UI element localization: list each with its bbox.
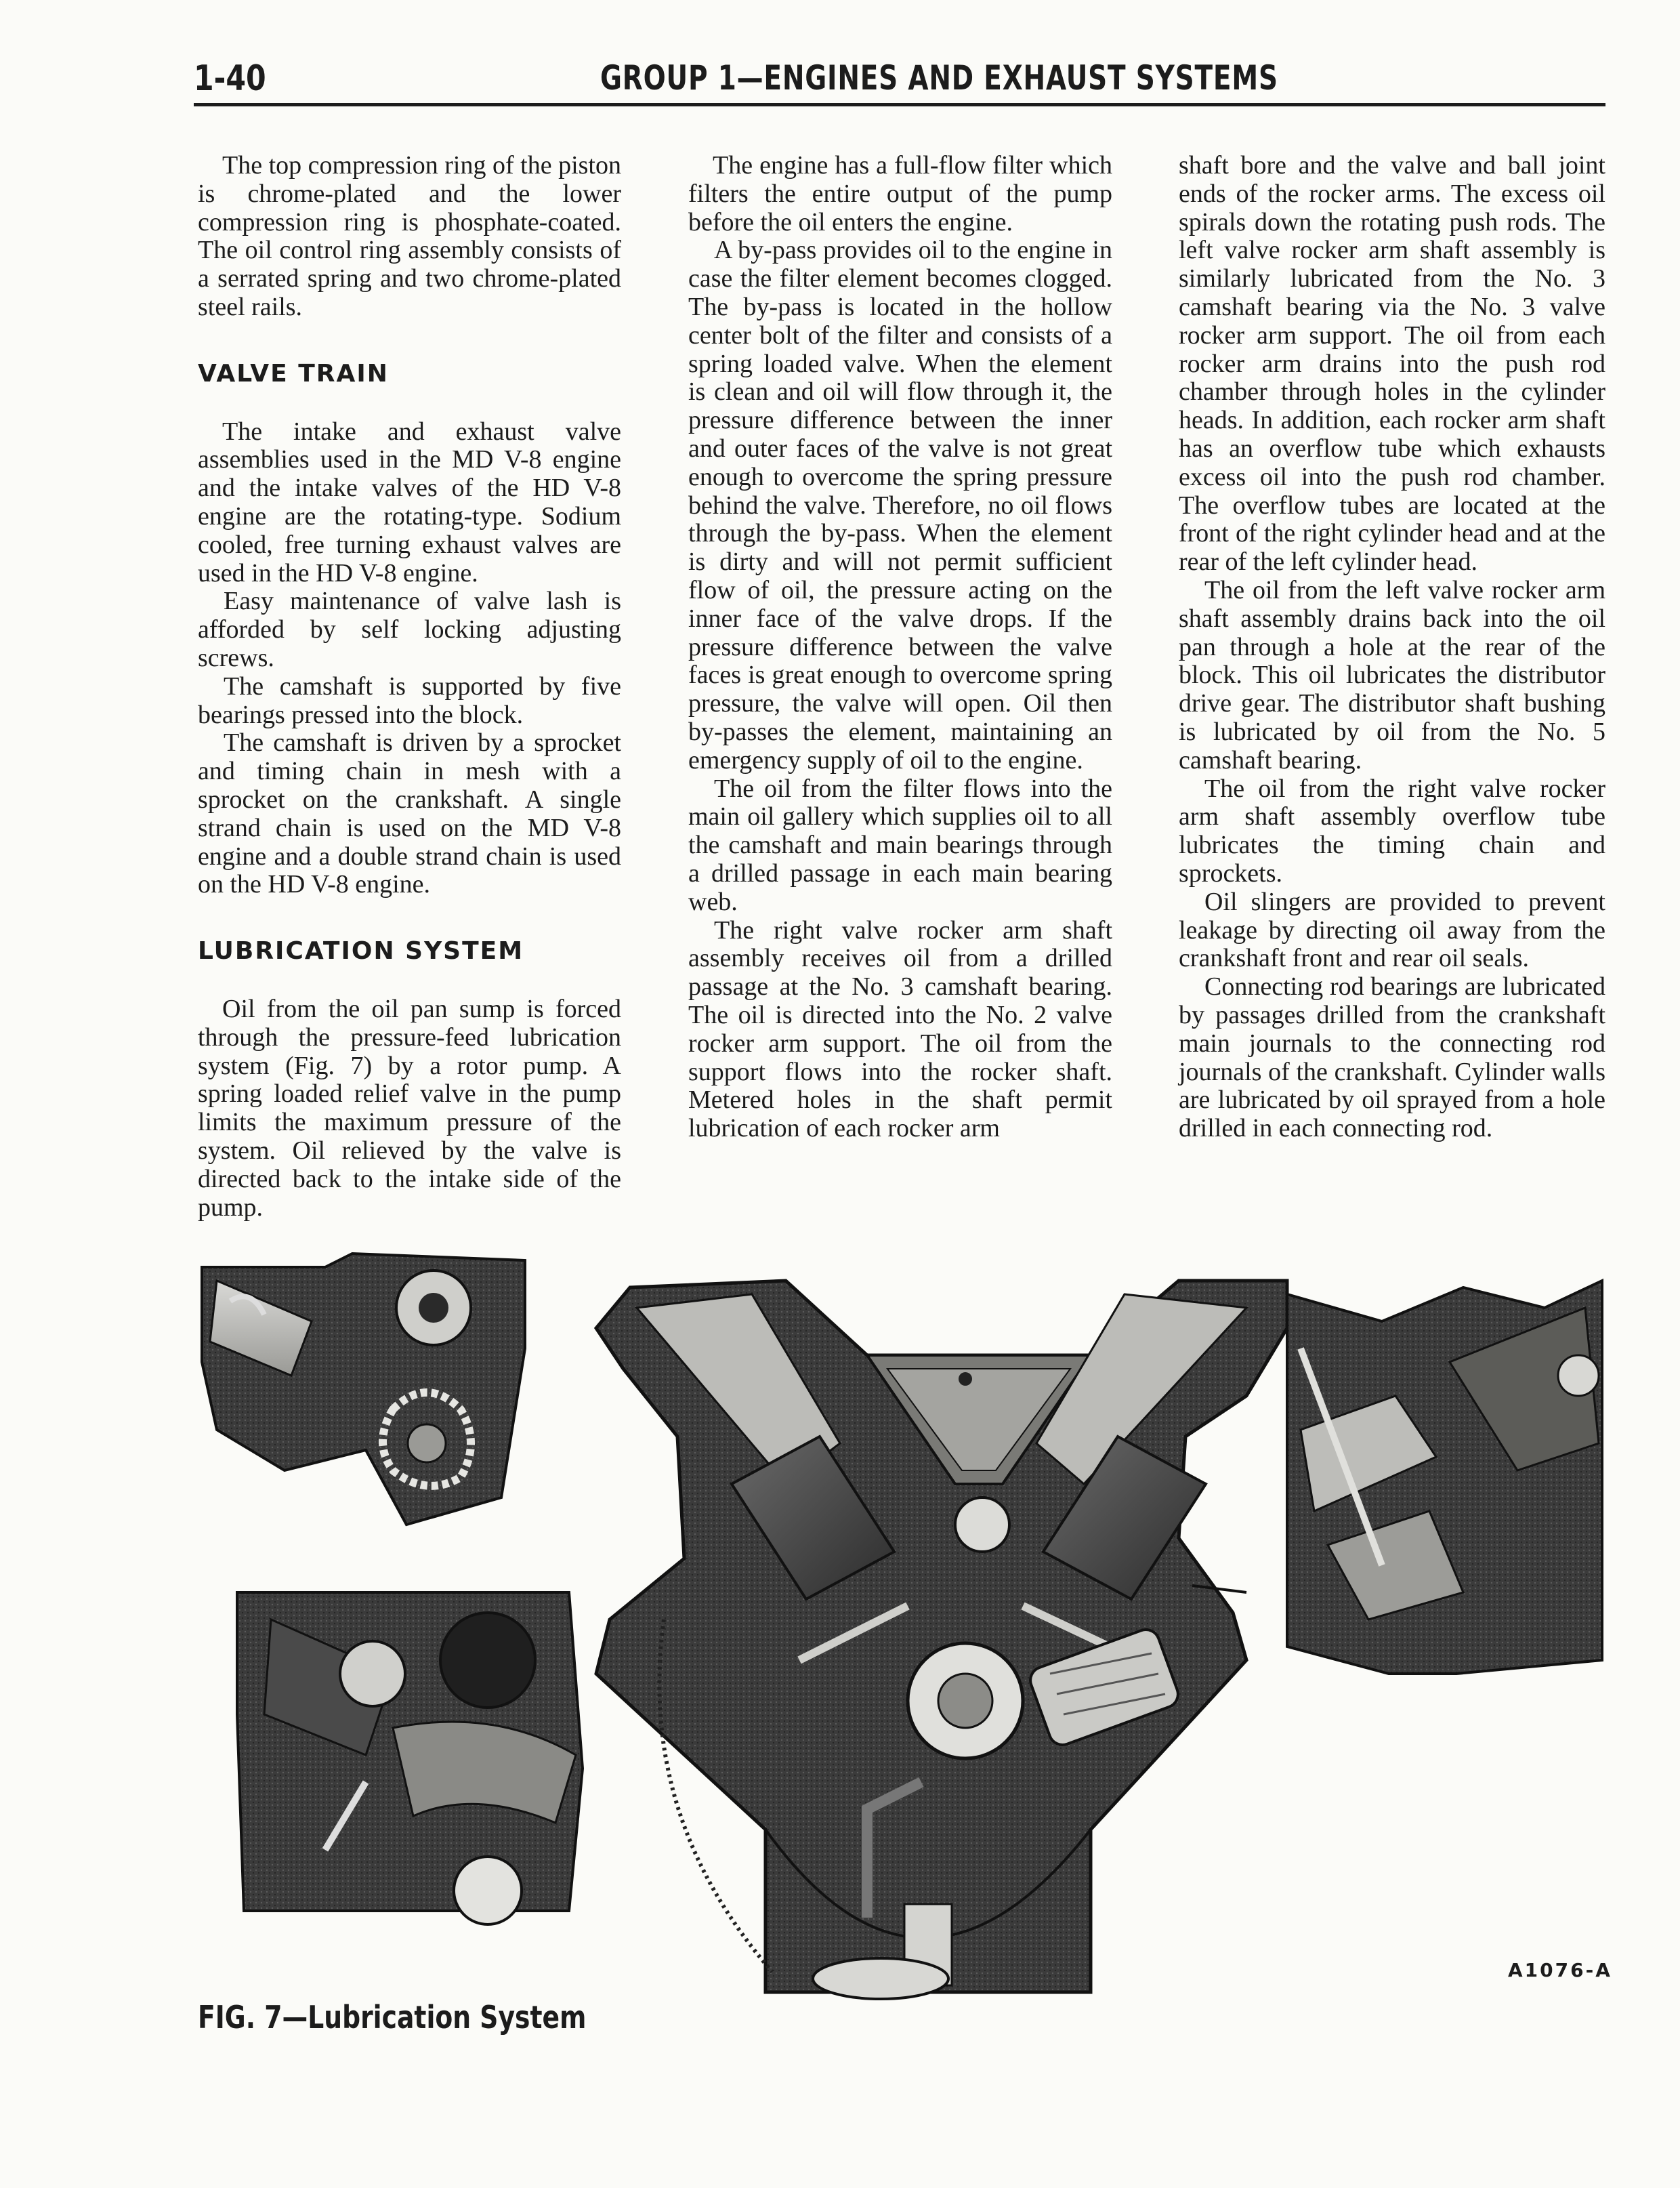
paragraph: Oil from the oil pan sump is forced through the pressure-feed lubrication system (Fig. 7) by a rotor pump. A spring loaded relief valve in the pump limits the maximum pressure of the system. Oil relieved by the valve is directed back to the intake side of the pump. [198, 994, 621, 1222]
lubrication-system-figure [190, 1240, 1612, 2040]
paragraph: The engine has a full-flow filter which filters the entire output of the pump before the oil enters the engine. [688, 151, 1112, 236]
header-rule [194, 103, 1605, 106]
section-heading-lubrication: LUBRICATION SYSTEM [198, 937, 524, 966]
paragraph: The intake and exhaust valve assemblies used in the MD V-8 engine and the intake valves of the HD V-8 engine are the rotating-type. Sodium cooled, free turning exhaust valves are used in the HD V-8 engine. [198, 417, 621, 587]
paragraph: shaft bore and the valve and ball joint ends of the rocker arms. The excess oil spirals down the rotating push rods. The left valve rocker arm shaft assembly is similarly lubricated from the No. 3 camshaft bearing via the No. 3 valve rocker arm support. The oil from each rocker arm drains into the push rod chamber through holes in the cylinder heads. In addition, each rocker arm shaft has an overflow tube which exhausts excess oil into the push rod chamber. The overflow tubes are located at the front of the right cylinder head and at the rear of the left cylinder head. [1179, 151, 1605, 577]
paragraph: The oil from the right valve rocker arm shaft assembly overflow tube lubricates the timing chain and sprockets. [1179, 774, 1605, 888]
figure-caption: FIG. 7—Lubrication System [198, 1999, 587, 2036]
paragraph: The oil from the filter flows into the main oil gallery which supplies oil to all the camshaft and main bearings through a drilled passage in each main bearing web. [688, 774, 1112, 916]
paragraph: Easy maintenance of valve lash is afforded by self locking adjusting screws. [198, 587, 621, 672]
page-header [194, 58, 1605, 100]
text-column-1 [198, 152, 621, 1222]
engine-cutaway-illustration [190, 1240, 1612, 2040]
page-number: 1-40 [194, 58, 266, 99]
paragraph: The top compression ring of the piston is chrome-plated and the lower compression ring is phosphate-coated. The oil control ring assembly consists of a serrated spring and two chrome-plated steel rails. [198, 151, 621, 321]
timing-chain-detail [202, 1254, 525, 1525]
section-heading-valve-train: VALVE TRAIN [198, 359, 389, 388]
paragraph: Connecting rod bearings are lubricated by passages drilled from the crankshaft main journals to the connecting rod journals of the crankshaft. Cylinder walls are lubricated by oil sprayed from a hole drilled in each connecting rod. [1179, 972, 1605, 1143]
paragraph: The oil from the left valve rocker arm shaft assembly drains back into the oil pan through a hole at the rear of the block. This oil lubricates the distributor drive gear. The distributor shaft bushing is lubricated by oil from the No. 5 camshaft bearing. [1179, 575, 1605, 775]
paragraph: The camshaft is driven by a sprocket and timing chain in mesh with a sprocket on the crankshaft. A single strand chain is used on the MD V-8 engine and a double strand chain is used on the HD V-8 engine. [198, 728, 621, 899]
crankshaft-detail [237, 1592, 583, 1924]
running-head: GROUP 1—ENGINES AND EXHAUST SYSTEMS [600, 58, 1278, 98]
paragraph: The right valve rocker arm shaft assembly receives oil from a drilled passage at the No. 3 camshaft bearing. The oil is directed into the No. 2 valve rocker arm support. The oil from the support flows into the rocker shaft. Metered holes in the shaft permit lubrication of each rocker arm [688, 915, 1112, 1143]
paragraph: Oil slingers are provided to prevent leakage by directing oil away from the crankshaft front and rear oil seals. [1179, 887, 1605, 973]
figure-code: A1076-A [1508, 1959, 1612, 1981]
rocker-arm-detail [1287, 1281, 1602, 1674]
paragraph: A by-pass provides oil to the engine in case the filter element becomes clogged. The by-pass is located in the hollow center bolt of the filter and consists of a spring loaded valve. When the element is clean and oil will flow through it, the pressure difference between the inner and outer faces of the valve is not great enough to overcome the spring pressure behind the valve. Therefore, no oil flows through the by-pass. When the element is dirty and will not permit sufficient flow of oil, the pressure acting on the inner face of the valve drops. If the pressure difference between the valve faces is great enough to overcome spring pressure, the valve will open. Oil then by-passes the element, maintaining an emergency supply of oil to the engine. [688, 236, 1112, 775]
v8-engine-cross-section [596, 1281, 1287, 1999]
text-column-3 [1179, 152, 1605, 1143]
text-column-2 [688, 152, 1112, 1143]
paragraph: The camshaft is supported by five bearings pressed into the block. [198, 672, 621, 729]
